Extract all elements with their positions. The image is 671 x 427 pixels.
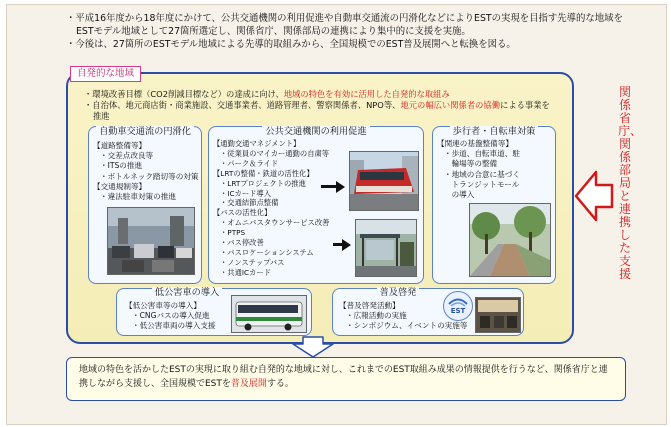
awareness-line: 【普及啓発活動】 (339, 301, 400, 310)
panel-car-title: 自動車交通流の円滑化 (96, 126, 194, 137)
car-line: ・違法駐車対策の推進 (100, 192, 176, 202)
lrt-arrow-icon (336, 181, 345, 193)
symposium-photo (475, 297, 521, 333)
traffic-jam-photo (107, 207, 195, 275)
intro-line-1: ・平成16年度から18年度にかけて、公共交通機関の利用促進や自動車交通流の円滑化などによりESTの実現を目指す先導的な地域をESTモデル地域として27箇所選定し、関係省庁、関係部局の連携により集中的に支援を実施。 (66, 13, 623, 37)
main-bullet-1 (84, 89, 558, 100)
walk-line: 【関連の基盤整備等】 (437, 139, 513, 148)
panel-walk-title: 歩行者・自転車対策 (450, 126, 539, 137)
bullet-1-highlight: 地域の特色を有効に活用した自発的な取組み (283, 89, 450, 99)
public-line: 【LRTの整備・鉄道の活性化】 (213, 168, 314, 178)
bullet-2-highlight: 地元の幅広い関係者の協働 (400, 100, 501, 110)
public-line: ・従業員のマイカー通勤の自粛等 (220, 148, 330, 158)
lrt-arrow-shaft (321, 185, 337, 188)
panel-awareness (332, 288, 524, 336)
voluntary-region-tag: 自発的な地域 (70, 66, 141, 82)
awareness-line: ・シンポジウム、イベントの実施等 (346, 321, 468, 331)
bus-arrow-icon (342, 239, 351, 251)
car-line: ・ITSの推進 (100, 161, 143, 171)
cng-bus-photo (231, 295, 307, 333)
public-line: ・共通ICカード (220, 267, 272, 277)
summary-highlight: 普及展開 (230, 378, 267, 389)
sidewalk-photo (469, 203, 551, 277)
car-line: 【交通規制等】 (93, 181, 147, 191)
public-line: ・LRTプロジェクトの推進 (220, 178, 306, 188)
panel-public-text (213, 139, 329, 278)
panel-low-pollution (116, 288, 312, 336)
panel-car-text (93, 141, 199, 202)
support-arrow-icon (574, 166, 614, 226)
bus-stop-photo (355, 219, 417, 277)
walk-line: トランジットモール (444, 179, 520, 189)
panel-public-title: 公共交通機関の利用促進 (262, 126, 369, 137)
public-line: ・バスロケーションシステム (220, 247, 314, 257)
est-logo-text: EST (450, 307, 466, 315)
awareness-line: ・広報活動の実施 (346, 311, 407, 321)
walk-line: 輪場等の整備 (444, 159, 498, 169)
panel-awareness-title: 普及啓発 (377, 287, 420, 298)
panel-car-traffic (88, 126, 202, 284)
public-line: ・交通結節点整備 (220, 198, 279, 208)
bullet-2-text: ・自治体、地元商店街・商業施設、交通事業者、道路管理者、警察関係者、NPO等、 (84, 100, 401, 110)
est-logo (443, 291, 473, 321)
summary-box (66, 357, 626, 401)
public-line: ・PTPS (220, 228, 246, 238)
panel-walk-text (437, 139, 520, 200)
lowpol-line: ・低公害車両の導入支援 (132, 321, 216, 331)
car-line: 【道路整備等】 (93, 141, 147, 150)
panel-lowpol-text (125, 301, 216, 332)
lrt-photo (349, 151, 419, 211)
car-line: ・交差点改良等 (100, 151, 154, 161)
walk-line: の導入 (444, 190, 475, 200)
bullet-2-tail: による事業を推進 (93, 100, 550, 121)
summary-tail: する。 (266, 378, 294, 389)
summary-text: 地域の特色を活かしたESTの実現に取り組む自発的な地域に対し、これまでのEST取組み成果の情報提供を行うなど、関係省庁と連携しながら支援し、全国規模でESTを (79, 365, 608, 389)
lowpol-line: ・CNGバスの導入促進 (132, 311, 210, 321)
car-line: ・ボトルネック踏切等の対策 (100, 171, 199, 181)
public-line: ・ICカード導入 (220, 188, 272, 198)
public-line: ・パーク＆ライド (220, 158, 279, 168)
walk-line: ・歩道、自転車道、駐 (444, 149, 520, 159)
lowpol-line: 【低公害車等の導入】 (125, 301, 201, 310)
public-line: ・ノンステップバス (220, 257, 285, 267)
public-line: ・バス停改善 (220, 238, 264, 248)
bullet-1-text: ・環境改善目標（CO2削減目標など）の達成に向け、 (84, 89, 284, 99)
main-bullet-2 (84, 100, 558, 122)
walk-line: ・地域の合意に基づく (444, 169, 520, 179)
public-line: 【バスの活性化】 (213, 208, 272, 218)
public-line: 【通勤交通マネジメント】 (213, 139, 301, 148)
panel-public-transport (208, 126, 424, 284)
intro-text (66, 12, 626, 51)
public-line: ・オムニバスタウンサービス改善 (220, 218, 330, 228)
panel-pedestrian-bicycle (432, 126, 556, 284)
down-arrow-icon (291, 336, 335, 358)
side-support-text: 関係省庁、関係部局と連携した支援 (618, 85, 643, 281)
main-bullets (84, 89, 558, 122)
intro-line-2: ・今後は、27箇所のESTモデル地域による先導的取組みから、全国規模でのEST普及展開へと転換を図る。 (66, 39, 516, 50)
panel-lowpol-title: 低公害車の導入 (152, 287, 222, 298)
